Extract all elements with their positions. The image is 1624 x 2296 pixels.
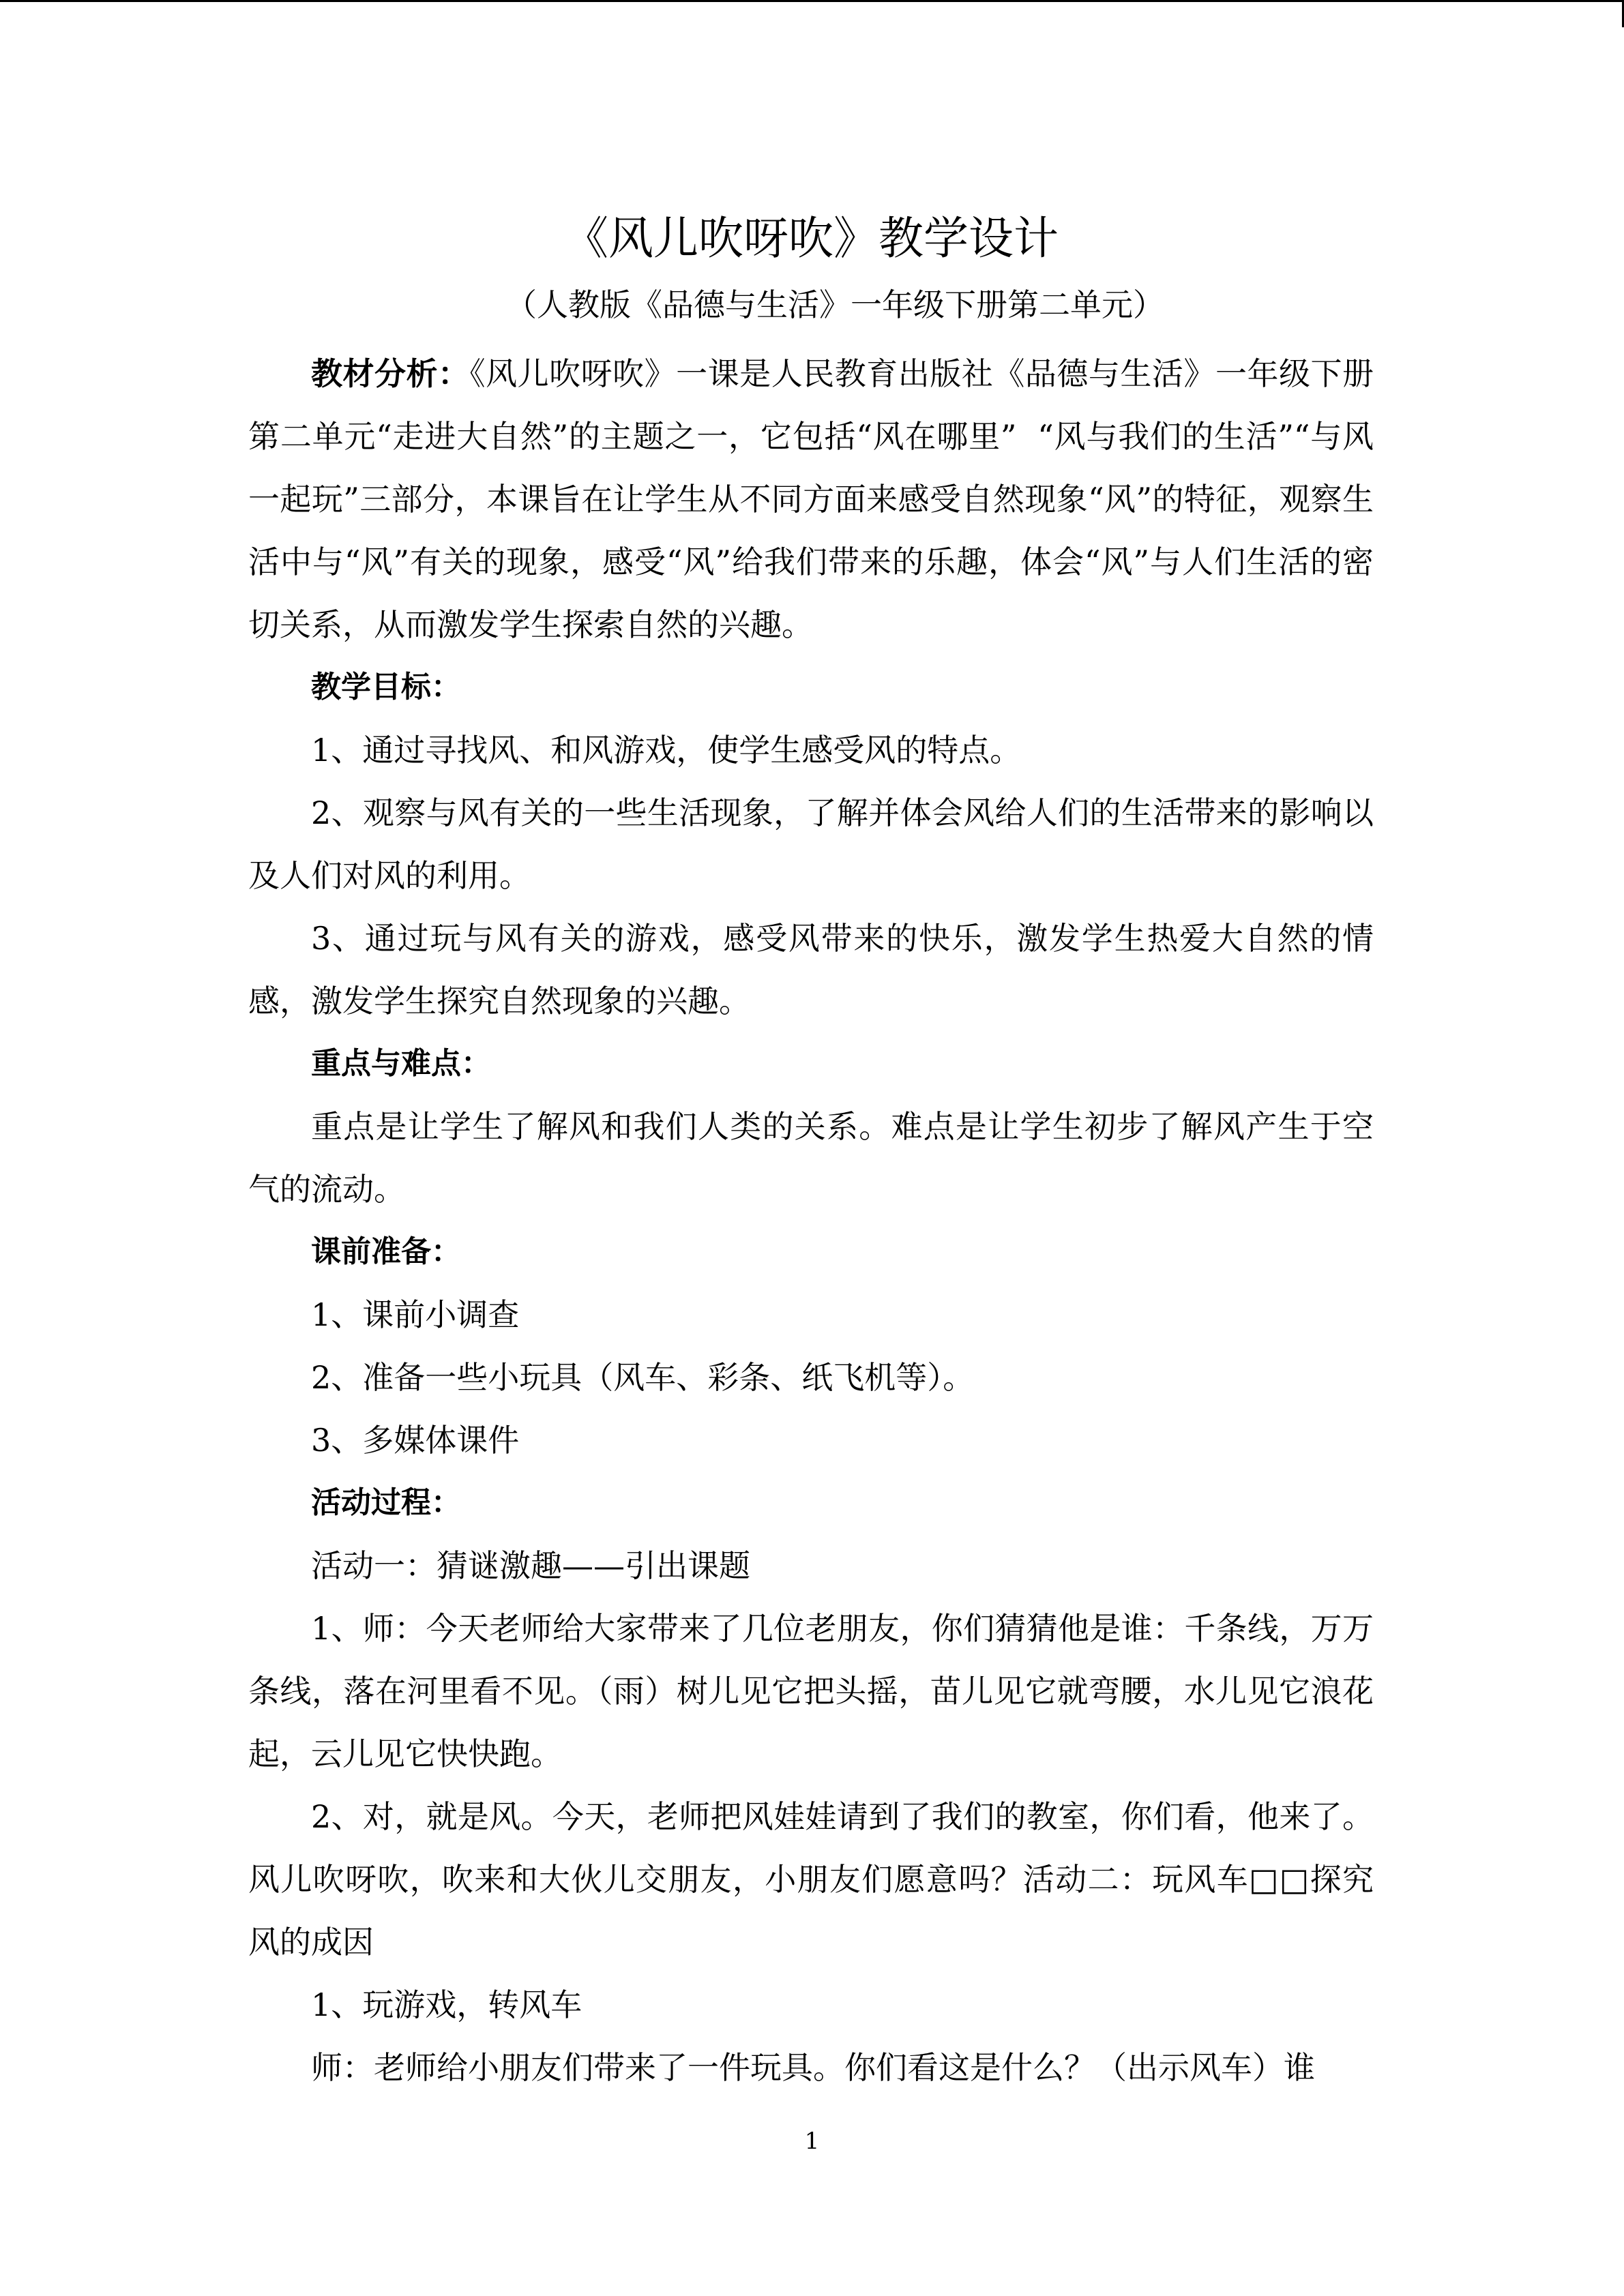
document-page [248, 198, 1374, 2099]
analysis-paragraph [248, 342, 1374, 656]
document-title: 《风儿吹呀吹》教学设计 [563, 212, 1059, 265]
preparation-item-2: 2、准备一些小玩具（风车、彩条、纸飞机等）。 [311, 1359, 975, 1396]
preparation-heading: 课前准备： [311, 1234, 461, 1269]
process-heading: 活动过程： [311, 1485, 461, 1520]
preparation-item-1: 1、课前小调查 [311, 1296, 520, 1333]
process-paragraph-2: 1、师：今天老师给大家带来了几位老朋友，你们猜猜他是谁：千条线，万万条线，落在河里看不见。（雨）树儿见它把头摇，苗儿见它就弯腰，水儿见它浪花起，云儿见它快快跑。 [248, 1610, 1374, 1772]
preparation-item-3: 3、多媒体课件 [311, 1422, 520, 1459]
process-paragraph-5: 师：老师给小朋友们带来了一件玩具。你们看这是什么？（出示风车）谁 [311, 2049, 1315, 2086]
page-number: 1 [804, 2128, 820, 2155]
process-paragraph-4: 1、玩游戏，转风车 [311, 1986, 582, 2023]
process-paragraph-1: 活动一：猜谜激趣——引出课题 [311, 1547, 750, 1584]
goal-item-2: 2、观察与风有关的一些生活现象，了解并体会风给人们的生活带来的影响以及人们对风的利用。 [248, 794, 1374, 894]
page-top-border [0, 0, 1624, 2]
analysis-label: 教材分析： [311, 355, 470, 392]
process-paragraph-3: 2、对，就是风。今天，老师把风娃娃请到了我们的教室，你们看，他来了。风儿吹呀吹，吹来和大伙儿交朋友，小朋友们愿意吗？活动二：玩风车□□探究风的成因 [248, 1798, 1374, 1960]
goal-item-3: 3、通过玩与风有关的游戏，感受风带来的快乐，激发学生热爱大自然的情感，激发学生探究自然现象的兴趣。 [248, 920, 1374, 1019]
key-points-text: 重点是让学生了解风和我们人类的关系。难点是让学生初步了解风产生于空气的流动。 [248, 1108, 1374, 1208]
goals-heading: 教学目标： [311, 670, 461, 704]
document-subtitle: （人教版《品德与生活》一年级下册第二单元） [505, 286, 1164, 323]
goal-item-1: 1、通过寻找风、和风游戏，使学生感受风的特点。 [311, 732, 1022, 769]
analysis-text: 《风儿吹呀吹》一课是人民教育出版社《品德与生活》一年级下册第二单元“走进大自然”的主题之一，它包括“风在哪里” “风与我们的生活”“与风一起玩”三部分，本课旨在让学生从不同方面来感受自然现象“风”的特征，观察生活中与“风”有关的现象，感受“风”给我们带来的乐趣，体会“风”与人们生活的密切关系，从而激发学生探索自然的兴趣。 [248, 355, 1374, 643]
key-points-heading: 重点与难点： [311, 1046, 491, 1081]
